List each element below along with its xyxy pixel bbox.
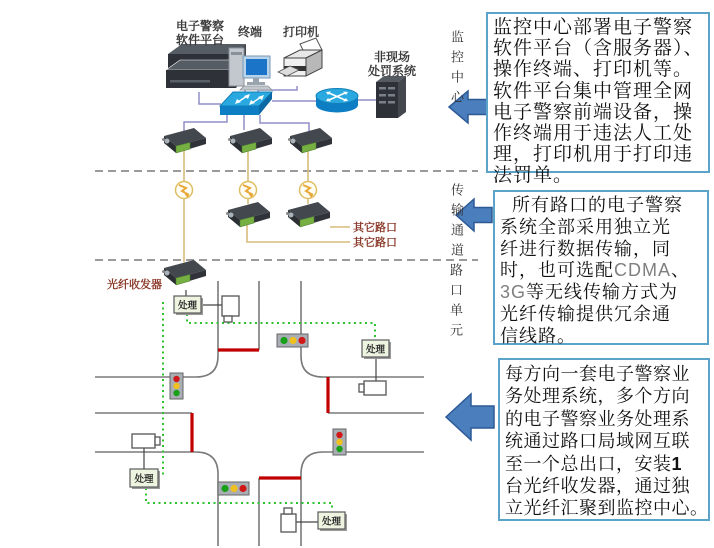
infobox-line: 至一个总出口，安装1 bbox=[505, 453, 683, 474]
other-intersection-label-2: 其它路口 bbox=[353, 237, 397, 249]
infobox-line: 纤进行数据传输，同 bbox=[500, 238, 671, 259]
infobox-transmission bbox=[493, 190, 709, 345]
infobox-line: 3G等无线传输方式为 bbox=[500, 282, 679, 303]
offsite-label-line1: 非现场 bbox=[373, 50, 411, 64]
infobox-intersection bbox=[498, 358, 710, 521]
zone-label-transmission-channel: 传输通道 bbox=[449, 183, 464, 263]
other-intersection-label-1: 其它路口 bbox=[353, 222, 397, 234]
infobox-line: 监控中心部署电子警察 bbox=[493, 17, 694, 38]
fiber-link-node-2 bbox=[240, 182, 257, 199]
process-label-3: 处理 bbox=[134, 474, 154, 485]
zone-label-monitoring-center: 监控中心 bbox=[449, 30, 464, 110]
zone-label-intersection-unit: 路口单元 bbox=[448, 263, 463, 343]
road-network bbox=[95, 281, 424, 546]
infobox-line: 光纤传输提供冗余通 bbox=[500, 303, 671, 324]
process-box-4 bbox=[318, 512, 347, 531]
infobox-line: 统通过路口局域网互联 bbox=[505, 431, 690, 452]
process-label-2: 处理 bbox=[365, 344, 386, 356]
infobox-line: 立光纤汇聚到监控中心。 bbox=[505, 498, 709, 519]
software-platform-label-line1: 电子警察 bbox=[175, 19, 225, 33]
fiber-lines bbox=[184, 148, 350, 262]
infobox-line: 的电子警察业务处理系 bbox=[505, 408, 690, 429]
infobox-line: 软件平台集中管理全网 bbox=[493, 80, 694, 102]
media-converter-2 bbox=[228, 128, 272, 153]
traffic-light-east bbox=[333, 429, 346, 455]
zone-dividers bbox=[95, 171, 478, 260]
infobox-monitoring-center bbox=[486, 12, 710, 187]
device-connectors bbox=[144, 290, 376, 522]
infobox-line: 信线路。 bbox=[500, 325, 576, 346]
fiber-transceiver-label: 光纤收发器 bbox=[107, 279, 162, 291]
offsite-label-line2: 处罚系统 bbox=[367, 64, 417, 78]
infobox-line: 时，也可选配CDMA、 bbox=[500, 260, 690, 281]
media-converter-3 bbox=[288, 128, 332, 153]
camera-north bbox=[222, 296, 239, 322]
infobox-line: 作终端用于违法人工处 bbox=[493, 123, 694, 145]
callout-arrow-3 bbox=[446, 394, 494, 440]
process-box-1 bbox=[174, 296, 203, 315]
process-box-3 bbox=[130, 469, 160, 489]
camera-south bbox=[281, 508, 296, 532]
offsite-penalty-server-icon bbox=[376, 76, 406, 118]
terminal-label: 终端 bbox=[237, 25, 263, 39]
infobox-line: 理，打印机用于打印违 bbox=[493, 144, 694, 166]
infobox-line: 台光纤收发器，通过独 bbox=[505, 476, 690, 497]
media-converter-4 bbox=[226, 202, 270, 227]
infobox-line: 软件平台（含服务器）、 bbox=[493, 38, 704, 60]
switch-icon bbox=[220, 92, 272, 115]
process-label-4: 处理 bbox=[321, 516, 342, 528]
infobox-line: 所有路口的电子警察 bbox=[500, 195, 684, 215]
process-box-2 bbox=[362, 340, 391, 359]
infobox-line: 法罚单。 bbox=[493, 165, 574, 187]
infobox-line: 操作终端、打印机等。 bbox=[493, 59, 694, 81]
camera-west bbox=[132, 434, 160, 448]
router-icon bbox=[316, 89, 358, 113]
media-converter-5 bbox=[286, 202, 330, 227]
infobox-line: 务处理系统，多个方向 bbox=[505, 386, 690, 407]
printer-icon bbox=[278, 38, 322, 76]
printer-label: 打印机 bbox=[282, 25, 320, 39]
media-converter-1 bbox=[162, 128, 206, 153]
intersection-lan-dotted bbox=[146, 302, 375, 511]
process-label-1: 处理 bbox=[177, 300, 198, 312]
infobox-line: 电子警察前端设备，操 bbox=[493, 101, 694, 123]
infobox-line: 系统全部采用独立光 bbox=[500, 216, 671, 237]
software-platform-label-line2: 软件平台 bbox=[175, 33, 225, 47]
fiber-transceiver-icon bbox=[162, 260, 206, 285]
fiber-link-node-1 bbox=[176, 182, 193, 199]
infobox-line: 每方向一套电子警察业 bbox=[505, 364, 690, 384]
stop-lines bbox=[192, 350, 328, 478]
camera-east bbox=[359, 381, 386, 395]
terminal-icon bbox=[229, 48, 272, 90]
traffic-light-west bbox=[170, 373, 183, 399]
traffic-light-north bbox=[277, 334, 308, 347]
traffic-light-south bbox=[218, 482, 249, 495]
fiber-link-node-3 bbox=[300, 182, 317, 199]
